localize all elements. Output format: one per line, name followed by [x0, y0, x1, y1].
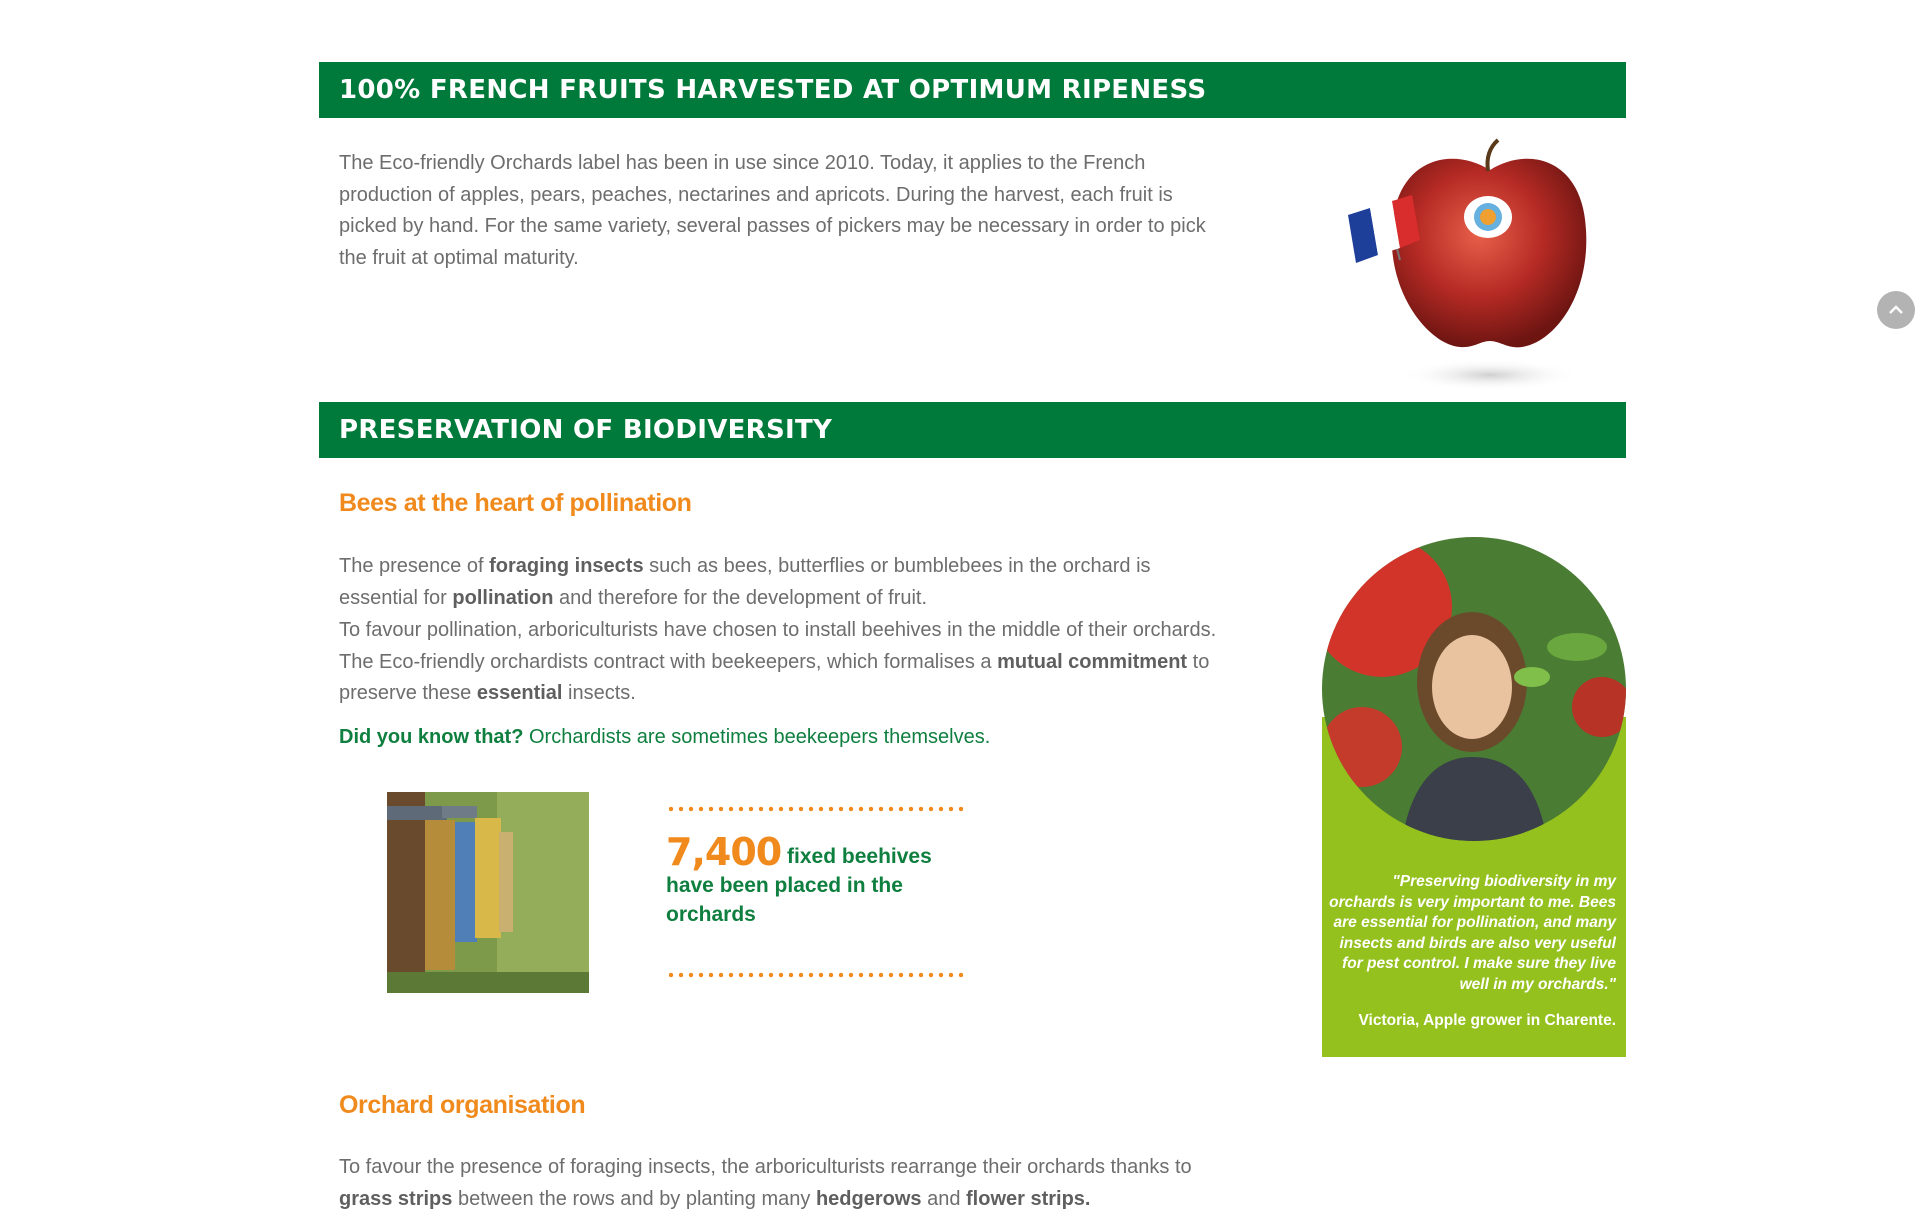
text-run: and	[921, 1187, 967, 1210]
bold-text: foraging insects	[489, 555, 644, 577]
text-run: such as bees, butterflies or bumblebees in the orchard is essential for	[339, 555, 1151, 609]
bees-paragraph-2	[339, 615, 1219, 710]
text-run: and therefore for the development of fruit.	[553, 586, 928, 609]
text-run: to preserve these	[339, 650, 1210, 705]
section-banner-french-fruits	[319, 62, 1626, 118]
apple-image	[1340, 135, 1610, 400]
quote-author: Victoria, Apple grower in Charente.	[1358, 1012, 1616, 1029]
chevron-up-icon	[1889, 305, 1903, 315]
stat-number: 7,400	[666, 830, 782, 874]
bees-heading: Bees at the heart of pollination	[339, 489, 692, 517]
did-you-know-label: Did you know that?	[339, 726, 524, 748]
quote-text: "Preserving biodiversity in my orchards is very important to me. Bees are essential for pollination, and many insects and birds are also very useful for pest control. I make sure they live well in my orchards."	[1329, 873, 1616, 993]
did-you-know-text: Orchardists are sometimes beekeepers themselves.	[523, 726, 991, 748]
dotted-divider	[666, 806, 966, 812]
orchard-heading: Orchard organisation	[339, 1091, 586, 1119]
bees-paragraph-1	[339, 551, 1219, 614]
text-run: The presence of	[339, 555, 490, 577]
stat-label: fixed beehives have been placed in the orchards	[666, 845, 932, 926]
section-body-text: The Eco-friendly Orchards label has been in use since 2010. Today, it applies to the French production of apples, pears, peaches, nectarines and apricots. During the harvest, each fruit is picked by hand. For the same variety, several passes of pickers may be necessary in order to pick the fruit at optimal maturity.	[339, 152, 1206, 270]
scroll-to-top-button[interactable]	[1877, 291, 1915, 329]
text-run: between the rows and by planting many	[452, 1187, 816, 1210]
did-you-know	[339, 726, 990, 749]
section-title: 100% FRENCH FRUITS HARVESTED AT OPTIMUM RIPENESS	[339, 75, 1207, 105]
bold-text: grass strips	[339, 1187, 453, 1210]
bold-text: flower strips.	[966, 1187, 1091, 1210]
bold-text: hedgerows	[815, 1187, 922, 1210]
section-banner-biodiversity	[319, 402, 1626, 458]
grower-portrait	[1322, 537, 1626, 841]
beehive-stat	[666, 800, 966, 980]
bold-text: pollination	[452, 586, 554, 609]
beehive-image	[387, 792, 589, 993]
dotted-divider	[666, 972, 966, 978]
bold-text: essential	[476, 682, 563, 705]
stat-text	[666, 830, 966, 929]
text-run: To favour the presence of foraging insects, the arboriculturists rearrange their orchards thanks to	[339, 1156, 1192, 1178]
orchard-paragraph	[339, 1152, 1219, 1215]
text-run: insects.	[562, 682, 636, 705]
bold-text: mutual commitment	[997, 650, 1188, 673]
section-title: PRESERVATION OF BIODIVERSITY	[339, 415, 833, 445]
text-run: To favour pollination, arboriculturists have chosen to install beehives in the middle of their orchards. The Eco-friendly orchardists contract with beekeepers, which formalises a	[339, 619, 1217, 673]
grower-quote-card	[1322, 537, 1626, 1057]
